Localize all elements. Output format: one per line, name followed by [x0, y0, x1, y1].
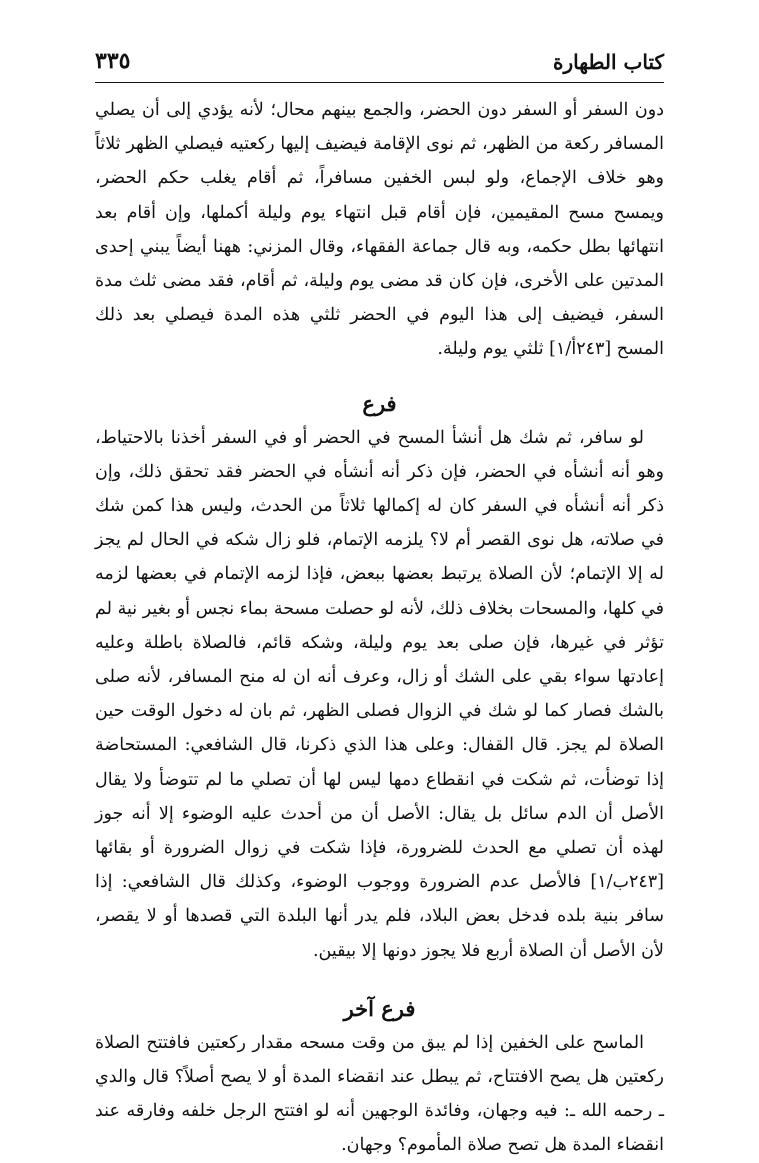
paragraph-far-akhar: الماسح على الخفين إذا لم يبق من وقت مسحه مقدار ركعتين فافتتح الصلاة ركعتين هل يصح الافتتاح، ثم يبطل عند انقضاء المدة أو لا يصح أصلاً؟ قال والدي ـ رحمه الله ـ: فيه وجهان، وفائدة الوجهين أنه لو افتتح الرجل خلفه وفارقه عند انقضاء المدة هل تصح صلاة المأموم؟ وجهان. [95, 1032, 664, 1156]
paragraph-continuation: دون السفر أو السفر دون الحضر، والجمع بينهم محال؛ لأنه يؤدي إلى أن يصلي المسافر ركعة من الظهر، ثم نوى الإقامة فيضيف إليها ركعتيه فيصلي الظهر ثلاثاً وهو خلاف الإجماع، ولو لبس الخفين مسافراً، ثم أقام يغلب حكم الحضر، ويمسح مسح المقيمين، فإن أقام قبل انتهاء يوم وليلة أكملها، وإن أقام بعد انتهائها بطل حكمه، وبه قال جماعة الفقهاء، وقال المزني: ههنا أيضاً يبني إحدى المدتين على الأخرى، فإن كان قد مضى يوم وليلة، ثم أقام، فقد مضى ثلث مدة السفر، فيضيف إلى هذا اليوم في الحضر ثلثي هذه المدة فيصلي بعد ذلك المسح [٢٤٣أ/١] ثلثي يوم وليلة. [95, 100, 664, 360]
running-header [95, 44, 664, 83]
page-number: ٣٣٥ [95, 48, 131, 74]
paragraph-far: لو سافر، ثم شك هل أنشأ المسح في الحضر أو في السفر أخذنا بالاحتياط، وهو أنه أنشأه في الحضر، فإن ذكر أنه أنشأه في الحضر فقد تحقق ذلك، وإن ذكر أنه أنشأه في السفر كان له إكمالها ثلاثاً من الحدث، وليس هذا كمن شك في صلاته، هل نوى القصر أم لا؟ يلزمه الإتمام، فلو زال شكه في الحال لم يجز له إلا الإتمام؛ لأن الصلاة يرتبط بعضها ببعض، فإذا لزمه الإتمام في بعضها لزمه في كلها، والمسحات بخلاف ذلك، لأنه لو حصلت مسحة بماء نجس أو بغير نية لم تؤثر في غيرها، فإن صلى بعد يوم وليلة، وشكه قائم، فالصلاة باطلة وعليه إعادتها سواء بقي على الشك أو زال، وعرف أنه ان له منح المسافر، لأنه صلى بالشك فصار كما لو شك في الزوال فصلى الظهر، ثم بان له دخول الوقت حين الصلاة لم يجز. قال القفال: وعلى هذا الذي ذكرنا، قال الشافعي: المستحاضة إذا توضأت، ثم شكت في انقطاع دمها ليس لها أن تصلي ما لم تتوضأ ولا يقال الأصل أن الدم سائل بل يقال: الأصل أن من أحدث عليه الوضوء إلا أنه جوز لهذه أن تصلي مع الحدث للضرورة، فإذا شكت في زوال الضرورة أو بقائها [٢٤٣ب/١] فالأصل عدم الضرورة ووجوب الوضوء، وكذلك قال الشافعي: إذا سافر بنية بلده فدخل بعض البلاد، فلم يدر أنها البلدة التي قصدها أو لا يقصر، لأن الأصل أن الصلاة أربع فلا يجوز دونها إلا بيقين. [95, 427, 664, 961]
section-heading-far: فرع [362, 390, 397, 416]
chapter-title: كتاب الطهارة [553, 50, 664, 74]
section-heading-far-akhar: فرع آخر [343, 995, 416, 1021]
